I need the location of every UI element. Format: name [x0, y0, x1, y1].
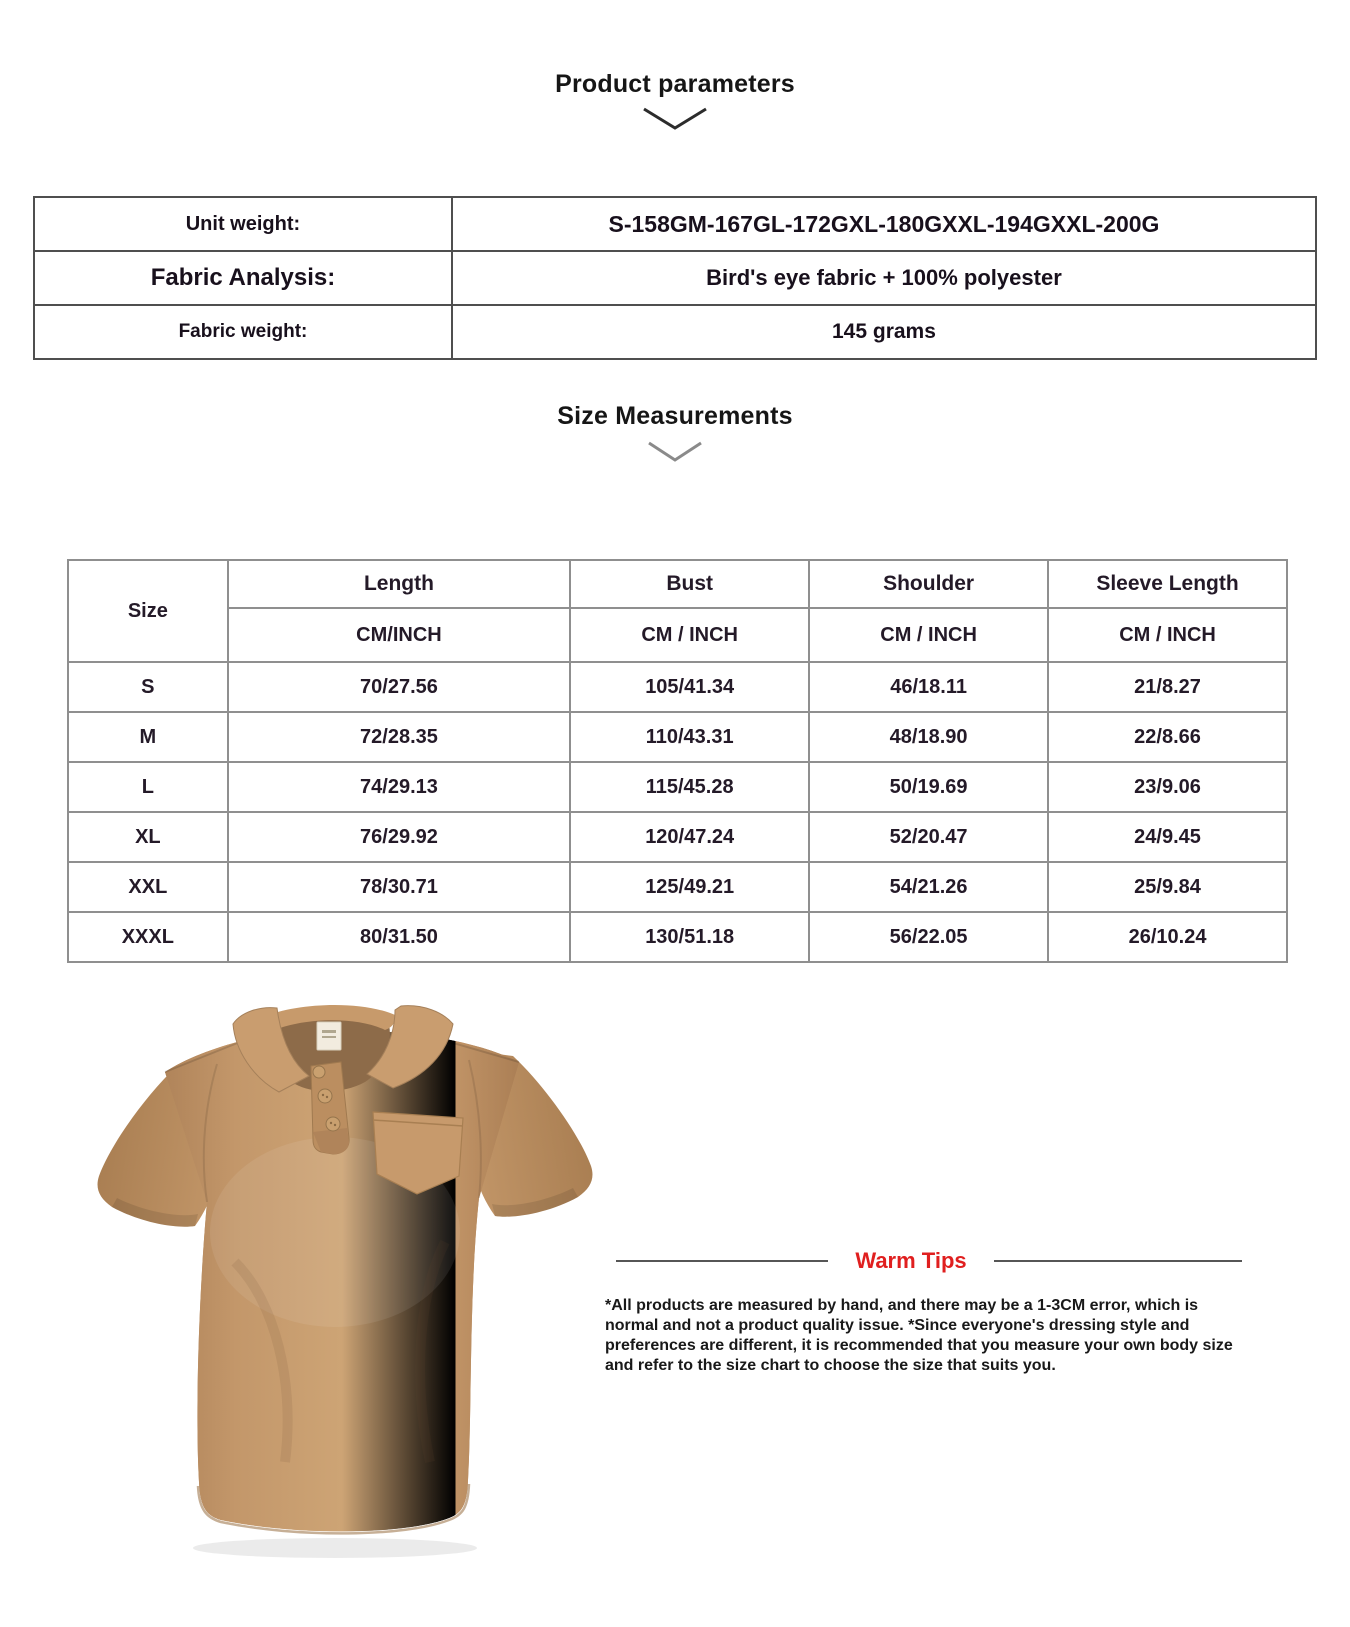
divider-line	[616, 1260, 828, 1262]
unit-header: CM / INCH	[570, 608, 809, 662]
size-cell: XL	[68, 812, 228, 862]
measurement-cell: 23/9.06	[1048, 762, 1287, 812]
table-row	[34, 251, 1316, 305]
unit-header: CM / INCH	[1048, 608, 1287, 662]
measurement-cell: 70/27.56	[228, 662, 571, 712]
column-header-shoulder: Shoulder	[809, 560, 1048, 608]
table-row	[68, 712, 1287, 762]
param-label: Unit weight:	[34, 197, 452, 251]
measurement-cell: 22/8.66	[1048, 712, 1287, 762]
measurement-cell: 54/21.26	[809, 862, 1048, 912]
measurement-cell: 110/43.31	[570, 712, 809, 762]
measurement-cell: 48/18.90	[809, 712, 1048, 762]
size-cell: S	[68, 662, 228, 712]
unit-header: CM / INCH	[809, 608, 1048, 662]
table-row	[68, 762, 1287, 812]
measurement-cell: 72/28.35	[228, 712, 571, 762]
measurement-cell: 26/10.24	[1048, 912, 1287, 962]
param-label: Fabric Analysis:	[34, 251, 452, 305]
shirt-shadow	[193, 1538, 477, 1558]
measurement-cell: 25/9.84	[1048, 862, 1287, 912]
measurement-cell: 78/30.71	[228, 862, 571, 912]
chevron-down-icon	[647, 440, 703, 469]
section-title-size-measurements: Size Measurements	[557, 402, 793, 430]
param-value: 145 grams	[452, 305, 1316, 359]
measurement-cell: 56/22.05	[809, 912, 1048, 962]
polo-shirt-image	[85, 962, 605, 1607]
table-row	[68, 662, 1287, 712]
table-unit-row	[68, 608, 1287, 662]
size-measurements-table	[67, 559, 1288, 963]
table-header-row	[68, 560, 1287, 608]
measurement-cell: 21/8.27	[1048, 662, 1287, 712]
measurement-cell: 74/29.13	[228, 762, 571, 812]
measurement-cell: 105/41.34	[570, 662, 809, 712]
param-label: Fabric weight:	[34, 305, 452, 359]
divider-line	[994, 1260, 1242, 1262]
product-parameters-table	[33, 196, 1317, 360]
measurement-cell: 115/45.28	[570, 762, 809, 812]
column-header-length: Length	[228, 560, 571, 608]
size-cell: M	[68, 712, 228, 762]
param-value: Bird's eye fabric + 100% polyester	[452, 251, 1316, 305]
measurement-cell: 120/47.24	[570, 812, 809, 862]
table-row	[34, 197, 1316, 251]
measurement-cell: 52/20.47	[809, 812, 1048, 862]
measurement-cell: 24/9.45	[1048, 812, 1287, 862]
column-header-bust: Bust	[570, 560, 809, 608]
size-column-header: Size	[68, 560, 228, 662]
table-row	[34, 305, 1316, 359]
column-header-sleeve-length: Sleeve Length	[1048, 560, 1287, 608]
warm-tips-text: *All products are measured by hand, and there may be a 1-3CM error, which is normal and not a product quality issue. *Since everyone's dressing style and preferences are different, it is recommended that you measure your own body size and refer to the size chart to choose the size that suits you.	[605, 1297, 1233, 1374]
warm-tips-header	[605, 1248, 1253, 1274]
measurement-cell: 50/19.69	[809, 762, 1048, 812]
size-cell: XXXL	[68, 912, 228, 962]
measurement-cell: 125/49.21	[570, 862, 809, 912]
unit-header: CM/INCH	[228, 608, 571, 662]
measurement-cell: 46/18.11	[809, 662, 1048, 712]
table-row	[68, 812, 1287, 862]
table-row	[68, 862, 1287, 912]
measurement-cell: 76/29.92	[228, 812, 571, 862]
measurement-cell: 130/51.18	[570, 912, 809, 962]
warm-tips-section	[605, 1248, 1253, 1376]
section-title-product-parameters: Product parameters	[555, 70, 795, 98]
warm-tips-title: Warm Tips	[855, 1248, 967, 1273]
measurement-cell: 80/31.50	[228, 912, 571, 962]
size-cell: XXL	[68, 862, 228, 912]
param-value: S-158GM-167GL-172GXL-180GXXL-194GXXL-200G	[452, 197, 1316, 251]
chevron-down-icon	[642, 106, 708, 137]
size-cell: L	[68, 762, 228, 812]
table-row	[68, 912, 1287, 962]
